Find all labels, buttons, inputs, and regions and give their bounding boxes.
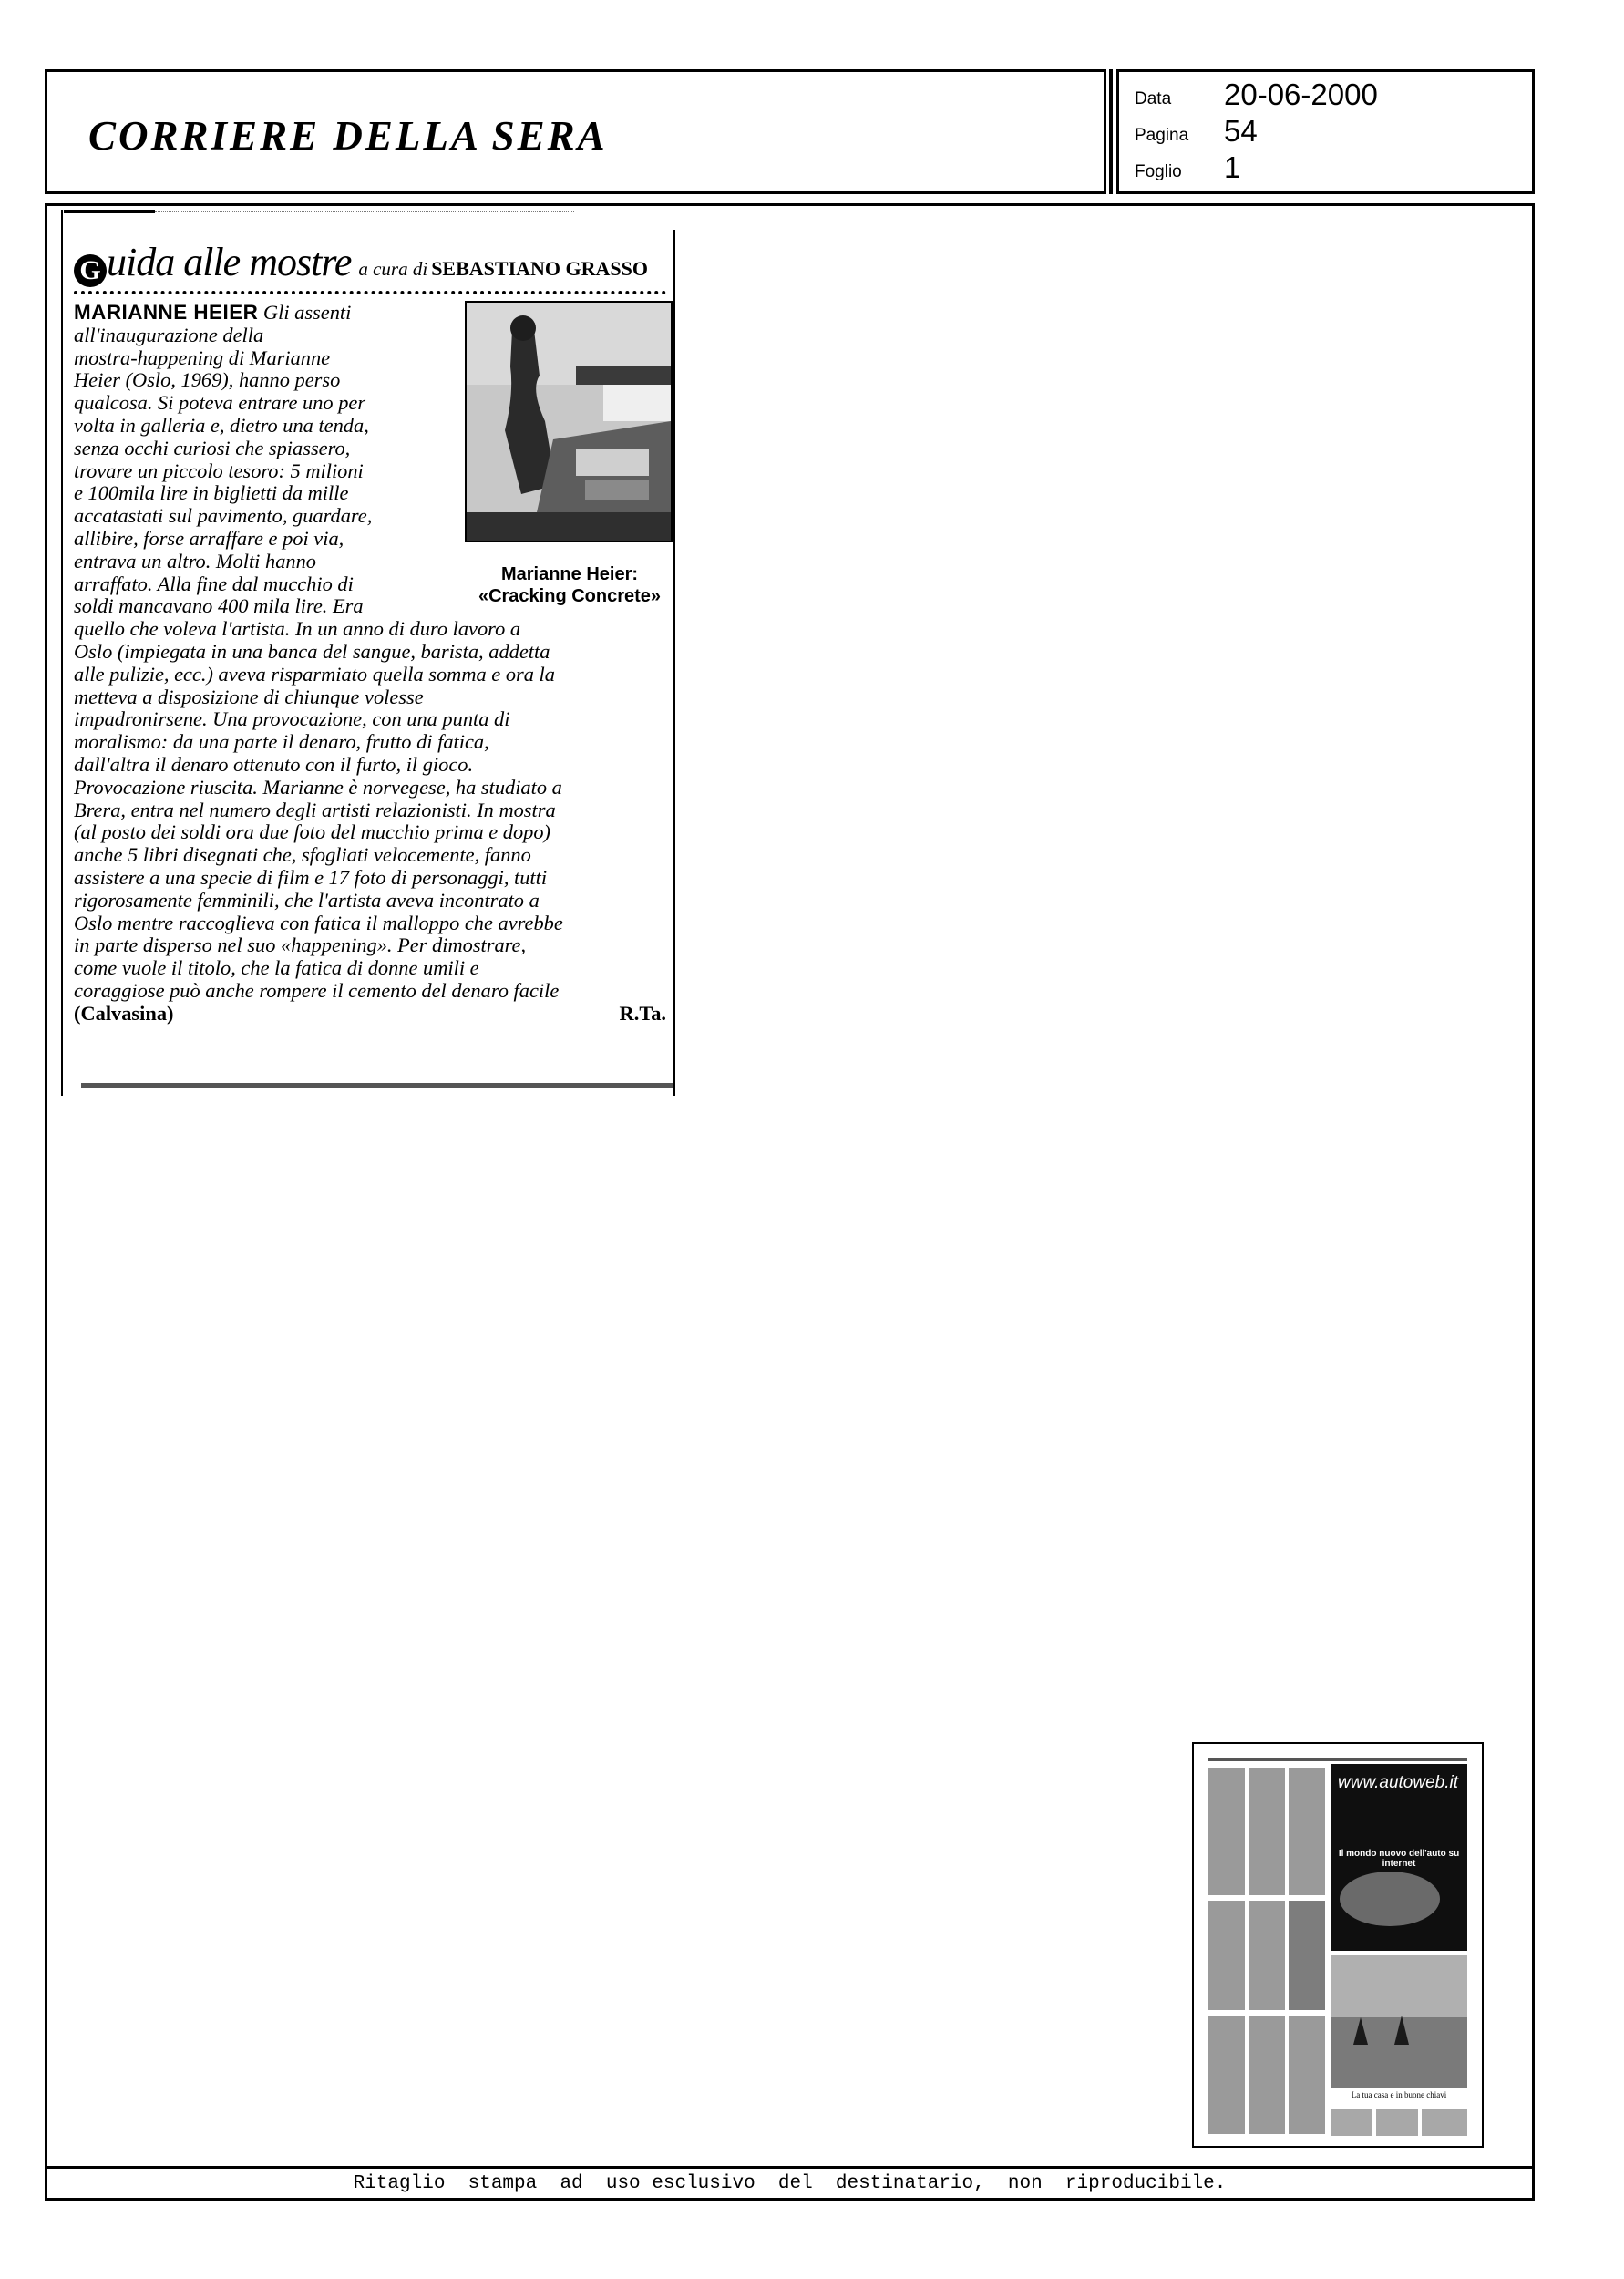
- clipping-top-bar: [64, 210, 155, 213]
- article-line: dall'altra il denaro ottenuto con il furto, il gioco.: [74, 752, 474, 776]
- article-kicker: MARIANNE HEIER: [74, 301, 259, 324]
- metadata-box: [1116, 69, 1535, 194]
- article-clipping: [58, 210, 680, 1096]
- masthead-box: [45, 69, 1106, 194]
- article-line: all'inaugurazione della: [74, 323, 264, 346]
- rubric-initial-badge: G: [74, 254, 107, 287]
- article-line: moralismo: da una parte il denaro, frutto di fatica,: [74, 730, 489, 754]
- article-line: volta in galleria e, dietro una tenda,: [74, 413, 369, 437]
- article-line: anche 5 libri disegnati che, sfogliati velocemente, fanno: [74, 843, 531, 867]
- article-line: trovare un piccolo tesoro: 5 milioni: [74, 459, 364, 482]
- article-line: accatastati sul pavimento, guardare,: [74, 504, 373, 528]
- meta-sheet-label: Foglio: [1135, 162, 1182, 181]
- footer-notice: Ritaglio stampa ad uso esclusivo del destinatario, non riproducibile.: [353, 2173, 1227, 2194]
- rubric-author: SEBASTIANO GRASSO: [431, 257, 648, 280]
- article-line: metteva a disposizione di chiunque volesse: [74, 685, 424, 708]
- article-line: coraggiose può anche rompere il cemento del denaro facile: [74, 978, 560, 1002]
- article-line: soldi mancavano 400 mila lire. Era: [74, 594, 364, 618]
- thumb-url-text: www.autoweb.it: [1338, 1773, 1459, 1792]
- article-line: Oslo mentre raccoglieva con fatica il malloppo che avrebbe: [74, 911, 563, 934]
- article-line: assistere a una specie di film e 17 foto di personaggi, tutti: [74, 865, 548, 889]
- meta-page-row: [1119, 114, 1532, 150]
- article-line: senza occhi curiosi che spiassero,: [74, 436, 351, 459]
- article-line: alle pulizie, ecc.) aveva risparmiato quella somma e ora la: [74, 662, 555, 686]
- venue-name: (Calvasina): [74, 1001, 174, 1025]
- article-line: mostra-happening di Marianne: [74, 345, 331, 369]
- article-line: quello che voleva l'artista. In un anno di duro lavoro a: [74, 617, 521, 641]
- caption-line-2: «Cracking Concrete»: [478, 586, 662, 606]
- article-line: MARIANNE HEIER Gli assenti: [74, 301, 352, 324]
- footer-divider: [47, 2166, 1532, 2169]
- article-line: entrava un altro. Molti hanno: [74, 549, 316, 572]
- clipping-left-rule: [61, 210, 63, 1096]
- clipping-bottom-bar: [81, 1083, 673, 1088]
- article-line: Brera, entra nel numero degli artisti relazionisti. In mostra: [74, 798, 556, 821]
- page-thumbnail-image: [1194, 1744, 1482, 2146]
- article-line: Provocazione riuscita. Marianne è norvegese, ha studiato a: [74, 775, 562, 799]
- article-line: Oslo (impiegata in una banca del sangue, barista, addetta: [74, 639, 550, 663]
- meta-date-row: [1119, 77, 1532, 114]
- page-thumbnail: [1192, 1742, 1484, 2148]
- meta-sheet-value: 1: [1224, 150, 1241, 184]
- article-line: qualcosa. Si poteva entrare uno per: [74, 391, 366, 415]
- rubric-by: a cura di: [358, 258, 428, 280]
- meta-page-value: 54: [1224, 114, 1258, 148]
- article-line: e 100mila lire in biglietti da mille: [74, 481, 349, 505]
- caption-line-1: Marianne Heier:: [500, 564, 639, 584]
- thumb-bottom-headline: La tua casa e in buone chiavi: [1351, 2090, 1447, 2099]
- column-rubric: [74, 239, 648, 287]
- article-line: in parte disperso nel suo «happening». Per dimostrare,: [74, 933, 527, 957]
- article-line: rigorosamente femminili, che l'artista aveva incontrato a: [74, 888, 540, 912]
- article-body: [74, 302, 675, 1025]
- article-tail: [74, 1003, 666, 1025]
- rubric-dotted-rule: [74, 291, 666, 294]
- author-signature: R.Ta.: [619, 1001, 666, 1025]
- meta-date-label: Data: [1135, 89, 1172, 108]
- thumb-headline: Il mondo nuovo dell'auto su internet: [1338, 1849, 1460, 1869]
- article-line: allibire, forse arraffare e poi via,: [74, 526, 344, 550]
- article-narrow-column: [74, 302, 455, 618]
- article-line: Heier (Oslo, 1969), hanno perso: [74, 368, 341, 392]
- article-line: (al posto dei soldi ora due foto del mucchio prima e dopo): [74, 820, 551, 844]
- meta-sheet-row: [1119, 150, 1532, 187]
- article-line: come vuole il titolo, che la fatica di donne umili e: [74, 956, 479, 980]
- clipping-top-dots: [155, 211, 574, 212]
- article-line: arraffato. Alla fine dal mucchio di: [74, 572, 354, 595]
- article-line: impadronirsene. Una provocazione, con una punta di: [74, 707, 510, 731]
- newspaper-masthead: CORRIERE DELLA SERA: [88, 113, 608, 159]
- rubric-title: uida alle mostre: [107, 240, 352, 284]
- meta-page-label: Pagina: [1135, 126, 1189, 145]
- meta-date-value: 20-06-2000: [1224, 77, 1378, 111]
- article-wide-column: [74, 618, 675, 1003]
